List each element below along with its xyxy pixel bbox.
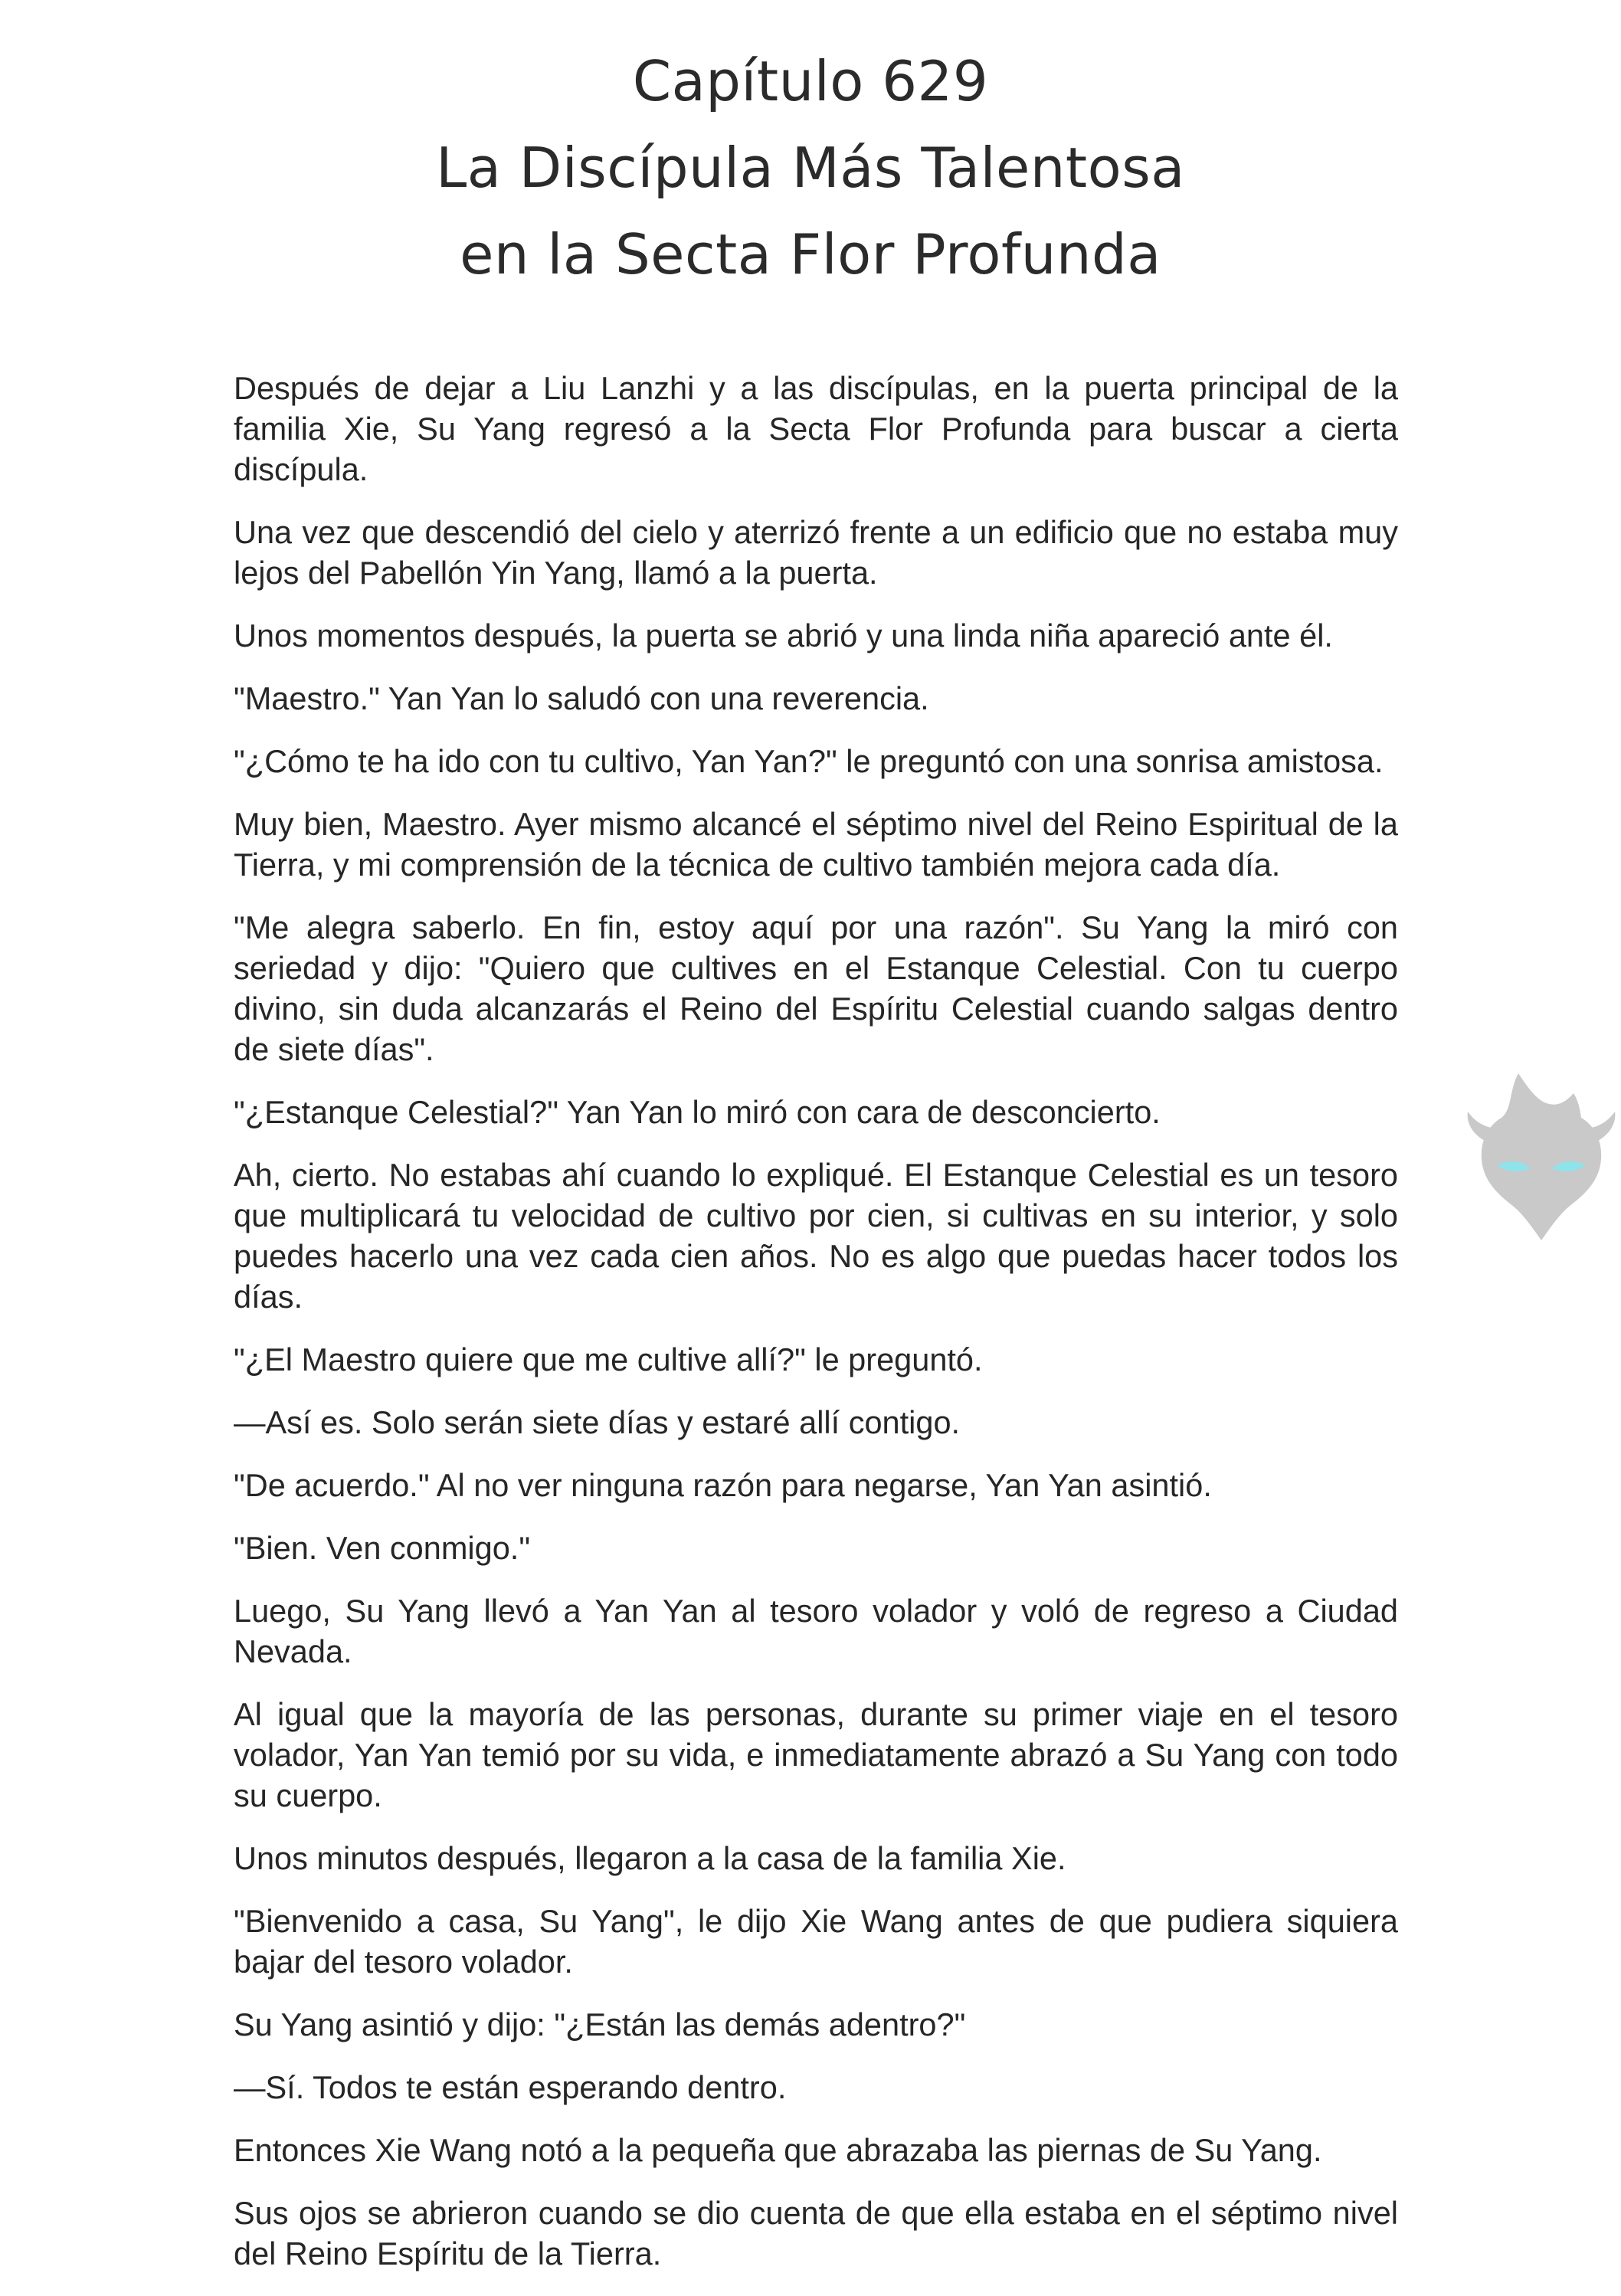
chapter-title-line-2: en la Secta Flor Profunda [460, 222, 1161, 287]
paragraph: —Sí. Todos te están esperando dentro. [234, 2069, 787, 2105]
watermark-head-shape [1482, 1073, 1601, 1240]
paragraph: "Bienvenido a casa, Su Yang", le dijo Xie Wang antes de que pudiera siquiera bajar del tesoro volador. [234, 1903, 1398, 1980]
paragraph: "¿El Maestro quiere que me cultive allí?" le preguntó. [234, 1341, 983, 1377]
paragraph: Una vez que descendió del cielo y aterrizó frente a un edificio que no estaba muy lejos del Pabellón Yin Yang, llamó a la puerta. [234, 514, 1398, 591]
paragraph: "¿Estanque Celestial?" Yan Yan lo miró con cara de desconcierto. [234, 1094, 1161, 1130]
paragraph: "¿Cómo te ha ido con tu cultivo, Yan Yan?" le preguntó con una sonrisa amistosa. [234, 743, 1384, 779]
chapter-heading [0, 38, 1621, 298]
paragraph: "De acuerdo." Al no ver ninguna razón para negarse, Yan Yan asintió. [234, 1467, 1212, 1503]
paragraph: Unos minutos después, llegaron a la casa de la familia Xie. [234, 1840, 1066, 1876]
paragraph: "Bien. Ven conmigo." [234, 1530, 531, 1566]
paragraph: Ah, cierto. No estabas ahí cuando lo expliqué. El Estanque Celestial es un tesoro que multiplicará tu velocidad de cultivo por cien, si cultivas en su interior, y solo puedes hacerlo una vez cada cien años. No es algo que puedas hacer todos los días. [234, 1157, 1398, 1315]
chapter-title-line-1: La Discípula Más Talentosa [436, 136, 1185, 200]
paragraph: Entonces Xie Wang notó a la pequeña que abrazaba las piernas de Su Yang. [234, 2132, 1322, 2168]
paragraph: Luego, Su Yang llevó a Yan Yan al tesoro volador y voló de regreso a Ciudad Nevada. [234, 1593, 1398, 1669]
chapter-number: Capítulo 629 [632, 49, 989, 113]
paragraph: —Así es. Solo serán siete días y estaré allí contigo. [234, 1404, 961, 1440]
paragraph: Después de dejar a Liu Lanzhi y a las discípulas, en la puerta principal de la familia Xie, Su Yang regresó a la Secta Flor Profunda para buscar a cierta discípula. [234, 370, 1398, 487]
paragraph: "Maestro." Yan Yan lo saludó con una reverencia. [234, 680, 929, 716]
paragraph: Su Yang asintió y dijo: "¿Están las demás adentro?" [234, 2006, 966, 2042]
paragraph: Sus ojos se abrieron cuando se dio cuenta de que ella estaba en el séptimo nivel del Reino Espíritu de la Tierra. [234, 2195, 1398, 2271]
paragraph: Al igual que la mayoría de las personas, durante su primer viaje en el tesoro volador, Yan Yan temió por su vida, e inmediatamente abrazó a Su Yang con todo su cuerpo. [234, 1696, 1398, 1813]
demon-head-icon [1465, 1067, 1618, 1243]
paragraph: Muy bien, Maestro. Ayer mismo alcancé el séptimo nivel del Reino Espiritual de la Tierra, y mi comprensión de la técnica de cultivo también mejora cada día. [234, 806, 1398, 883]
paragraph: Unos momentos después, la puerta se abrió y una linda niña apareció ante él. [234, 617, 1333, 653]
paragraph: "Me alegra saberlo. En fin, estoy aquí por una razón". Su Yang la miró con seriedad y dijo: "Quiero que cultives en el Estanque Celestial. Con tu cuerpo divino, sin duda alcanzarás el Reino del Espíritu Celestial cuando salgas dentro de siete días". [234, 909, 1398, 1067]
chapter-body [234, 368, 1398, 2296]
